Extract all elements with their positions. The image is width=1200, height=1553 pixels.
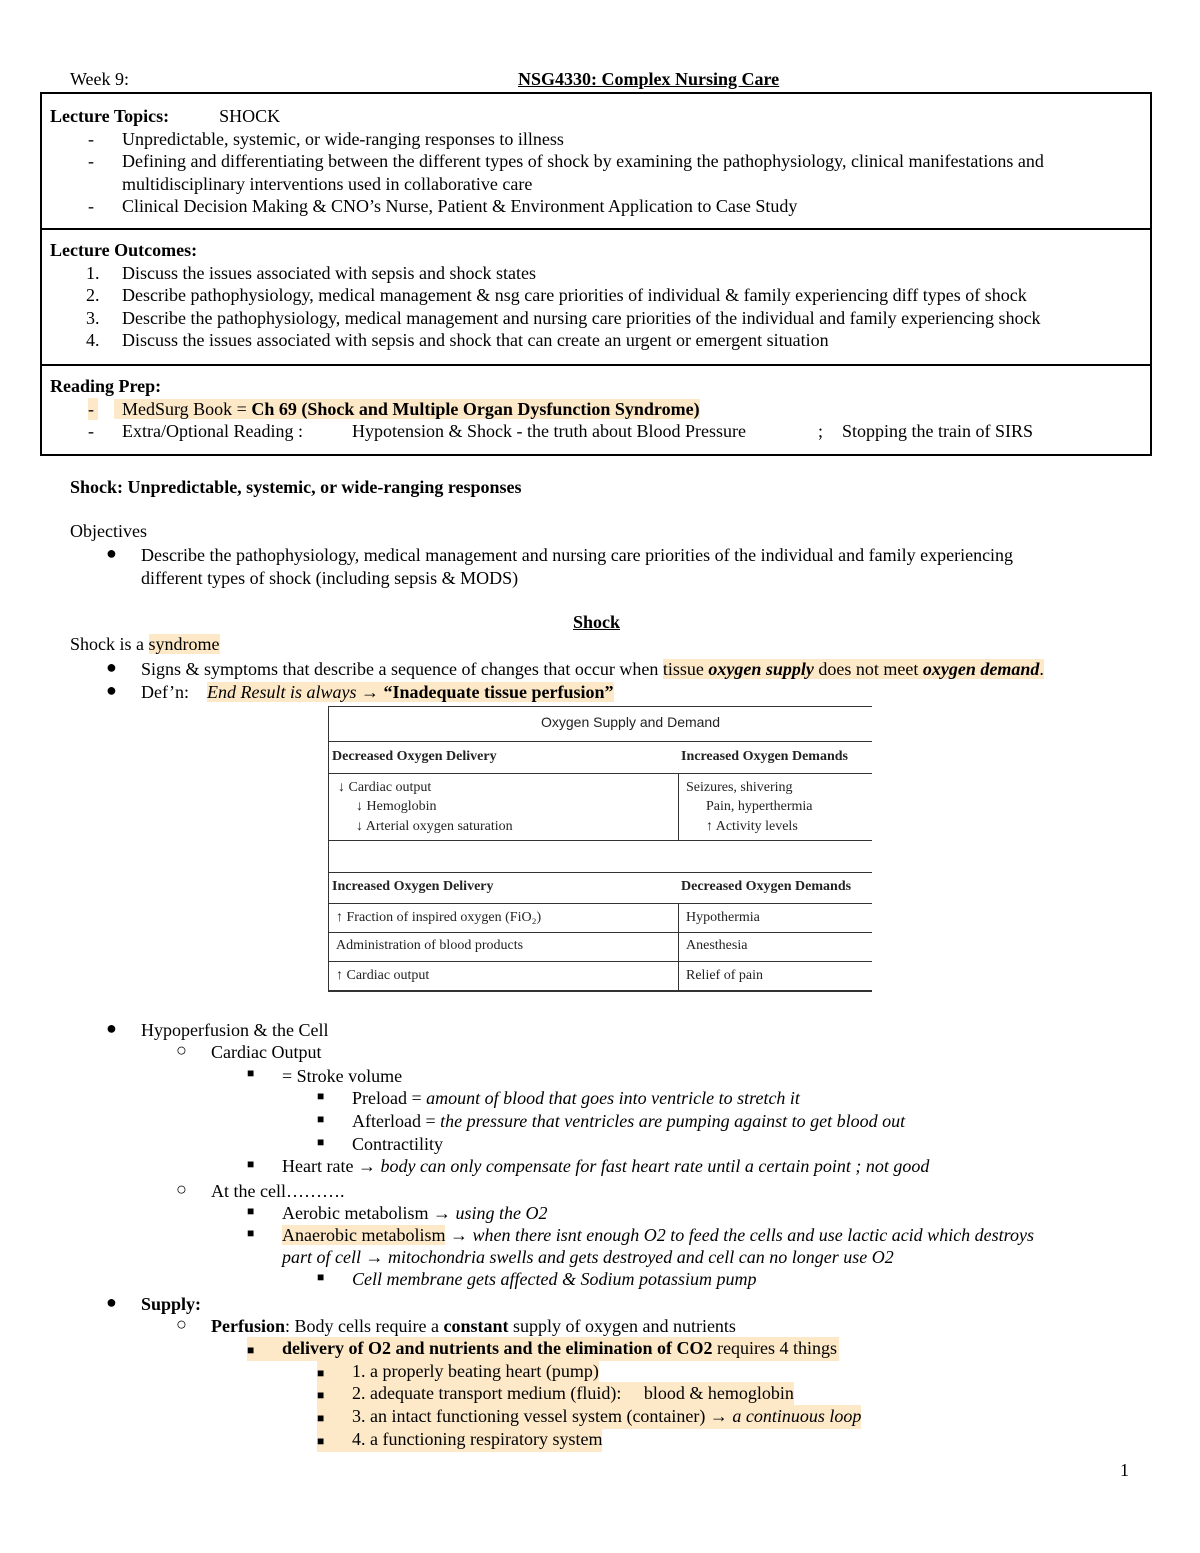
table-cell: Seizures, shivering — [686, 780, 793, 795]
bullet-dot: ● — [106, 1018, 117, 1038]
outcome-item: Describe the pathophysiology, medical management and nursing care priorities of the individual and family experiencing shock — [122, 307, 1041, 328]
defn-line — [141, 681, 614, 703]
supply-item: Supply: — [141, 1294, 202, 1314]
anaerobic-label: Anaerobic metabolism — [282, 1225, 446, 1245]
bullet-dot: ● — [106, 1292, 117, 1312]
objective-line-1: Describe the pathophysiology, medical management and nursing care priorities of the individual and family experiencing — [141, 545, 1014, 565]
requirement-item: ■ 1. a properly beating heart (pump) — [317, 1360, 599, 1384]
oxygen-supply-demand-table — [328, 706, 872, 992]
reading-book-prefix: MedSurg Book = — [122, 398, 252, 419]
anaerobic-item — [282, 1224, 1034, 1246]
shock-intro — [70, 633, 220, 655]
shock-intro-text: Shock is a — [70, 634, 149, 654]
cell-membrane-item: Cell membrane gets affected & Sodium potassium pump — [352, 1269, 757, 1289]
outcome-number: 3. — [86, 307, 100, 328]
bullet-square: ■ — [317, 1112, 325, 1126]
afterload-label: Afterload = — [352, 1111, 441, 1131]
bullet-dot: ● — [106, 543, 117, 563]
bullet-square: ■ — [317, 1089, 325, 1103]
table-cell: ↓ Arterial oxygen saturation — [356, 819, 513, 834]
heart-rate-item — [282, 1155, 929, 1177]
bullet-square: ■ — [317, 1135, 325, 1149]
stroke-volume-item: = Stroke volume — [282, 1066, 403, 1086]
requirement-2: 2. adequate transport medium (fluid): blood & hemoglobin — [352, 1383, 794, 1403]
requirement-1: 1. a properly beating heart (pump) — [352, 1361, 599, 1381]
bullet-square: ■ — [247, 1226, 255, 1240]
bullet-square: ■ — [247, 1066, 255, 1080]
requirement-3: 3. an intact functioning vessel system (container) → — [352, 1406, 733, 1426]
outcome-item: Describe pathophysiology, medical management & nsg care priorities of individual & family experiencing diff types of shock — [122, 285, 1027, 305]
table-cell: Pain, hyperthermia — [706, 799, 813, 814]
outcome-item: Discuss the issues associated with sepsis and shock states — [122, 262, 536, 283]
preload-desc: amount of blood that goes into ventricle to stretch it — [426, 1088, 800, 1108]
lecture-outcomes-box — [40, 228, 1152, 366]
perfusion-text-end: supply of oxygen and nutrients — [508, 1316, 736, 1336]
week-label: Week 9: — [70, 69, 130, 89]
section-heading: Shock: Unpredictable, systemic, or wide-ranging responses — [70, 477, 522, 497]
extra-reading-separator: ; — [818, 421, 824, 441]
table-header-decreased-demands: Decreased Oxygen Demands — [681, 879, 852, 894]
outcome-number: 2. — [86, 285, 100, 305]
table-cell: ↓ Cardiac output — [338, 780, 432, 795]
syndrome-highlight: syndrome — [148, 634, 220, 654]
outcome-number: 1. — [86, 262, 100, 283]
table-header-decreased-delivery: Decreased Oxygen Delivery — [332, 749, 497, 764]
topics-value: SHOCK — [219, 106, 281, 126]
preload-label: Preload = — [352, 1088, 427, 1108]
hypoperfusion-item: Hypoperfusion & the Cell — [141, 1020, 329, 1040]
heart-rate-label: Heart rate → — [282, 1156, 381, 1176]
outcome-number: 4. — [86, 330, 100, 350]
signs-oxygen-demand: oxygen demand — [922, 659, 1040, 679]
extra-reading-link-2[interactable]: Stopping the train of SIRS — [842, 421, 1034, 441]
aerobic-item — [282, 1202, 547, 1224]
signs-mid: does not meet — [813, 659, 923, 679]
reading-prep-box: Reading Prep: - MedSurg Book = Ch 69 (Shock and Multiple Organ Dysfunction Syndrome) - Extra/Optional Reading : Hypotension & Shock - the truth about Blood Pressure ; Stopping the train of SIRS — [40, 364, 1152, 456]
table-cell: ↑ Activity levels — [706, 819, 798, 834]
afterload-item — [352, 1110, 905, 1132]
bullet-circle: ○ — [176, 1040, 187, 1060]
anaerobic-desc: when there isnt enough O2 to feed the cells and use lactic acid which destroys — [472, 1225, 1035, 1245]
table-header-increased-demands: Increased Oxygen Demands — [681, 749, 848, 764]
extra-reading-link-1[interactable]: Hypotension & Shock - the truth about Blood Pressure — [352, 421, 746, 441]
contractility-item: Contractility — [352, 1134, 443, 1154]
topic-item-cont: multidisciplinary interventions used in collaborative care — [122, 173, 533, 194]
table-cell: Administration of blood products — [336, 938, 524, 953]
topic-item: Clinical Decision Making & CNO’s Nurse, Patient & Environment Application to Case Study — [122, 196, 798, 216]
objectives-label: Objectives — [70, 521, 147, 541]
preload-item — [352, 1087, 800, 1109]
shock-title: Shock — [573, 612, 621, 632]
bullet-circle: ○ — [176, 1179, 187, 1199]
delivery-item: ■ delivery of O2 and nutrients and the elimination of CO2 requires 4 things — [247, 1337, 839, 1361]
perfusion-constant: constant — [443, 1316, 509, 1336]
table-header-increased-delivery: Increased Oxygen Delivery — [332, 879, 494, 894]
course-title: NSG4330: Complex Nursing Care — [518, 69, 780, 89]
requirement-4: 4. a functioning respiratory system — [352, 1429, 603, 1449]
anaerobic-arrow: → — [445, 1225, 473, 1245]
requirement-item: ■ 2. adequate transport medium (fluid): blood & hemoglobin — [317, 1382, 794, 1406]
objective-line-2: different types of shock (including sepsis & MODS) — [141, 568, 519, 588]
requirement-item: ■ 3. an intact functioning vessel system (container) → a continuous loop — [317, 1405, 861, 1429]
bullet-circle: ○ — [176, 1314, 187, 1334]
outcome-item: Discuss the issues associated with sepsis and shock that can create an urgent or emergent situation — [122, 330, 829, 350]
anaerobic-desc-cont: part of cell → mitochondria swells and gets destroyed and cell can no longer use O2 — [282, 1247, 894, 1267]
extra-reading-label: Extra/Optional Reading : — [122, 421, 303, 441]
topics-label: Lecture Topics: — [50, 106, 170, 126]
bullet-square: ■ — [247, 1204, 255, 1218]
cardiac-output-item: Cardiac Output — [211, 1042, 322, 1062]
bullet-dot: ● — [106, 680, 117, 700]
perfusion-item — [211, 1315, 736, 1337]
delivery-text: requires 4 things — [712, 1338, 837, 1358]
reading-label: Reading Prep: — [50, 376, 162, 396]
table-cell: ↑ Fraction of inspired oxygen (FiO₂) — [336, 910, 542, 925]
requirement-3-italic: a continuous loop — [732, 1406, 862, 1426]
signs-oxygen-supply: oxygen supply — [708, 659, 814, 679]
signs-text: Signs & symptoms that describe a sequence of changes that occur when — [141, 659, 663, 679]
heart-rate-desc: body can only compensate for fast heart rate until a certain point ; not good — [380, 1156, 930, 1176]
aerobic-desc: using the O2 — [455, 1203, 548, 1223]
table-cell: Anesthesia — [686, 938, 748, 953]
bullet-square: ■ — [247, 1157, 255, 1171]
bullet-square: ■ — [317, 1270, 325, 1284]
table-title: Oxygen Supply and Demand — [541, 714, 720, 730]
signs-period: . — [1039, 659, 1044, 679]
delivery-bold: delivery of O2 and nutrients and the elimination of CO2 — [282, 1338, 713, 1358]
reading-book-chapter: Ch 69 (Shock and Multiple Organ Dysfunction Syndrome) — [251, 398, 700, 419]
afterload-desc: the pressure that ventricles are pumping against to get blood out — [440, 1111, 906, 1131]
requirement-item: ■ 4. a functioning respiratory system — [317, 1428, 602, 1452]
perfusion-text: : Body cells require a — [285, 1316, 444, 1336]
table-cell: ↓ Hemoglobin — [356, 799, 437, 814]
signs-line — [141, 658, 1044, 680]
topic-item: Unpredictable, systemic, or wide-ranging responses to illness — [122, 128, 564, 149]
defn-bold: “Inadequate tissue perfusion” — [378, 682, 614, 702]
bullet-dot: ● — [106, 657, 117, 677]
perfusion-label: Perfusion — [211, 1316, 285, 1336]
topic-item: Defining and differentiating between the different types of shock by examining the pathophysiology, clinical manifestations and — [122, 151, 1044, 171]
table-cell: Relief of pain — [686, 968, 763, 983]
at-the-cell-item: At the cell………. — [211, 1181, 345, 1201]
lecture-topics-box: Lecture Topics: SHOCK - Unpredictable, systemic, or wide-ranging responses to illness - Defining and differentiating between the different types of shock by examining the pathophysiology, clinical manifestations and multidisciplinary interventions used in collaborative care - Clinical Decision Making & CNO’s Nurse, Patient & Environment Application to Case Study — [40, 92, 1152, 230]
page-number: 1 — [1120, 1460, 1129, 1480]
defn-label: Def’n: — [141, 682, 189, 702]
defn-italic: End Result is always → — [206, 682, 379, 702]
table-cell: Hypothermia — [686, 910, 760, 925]
aerobic-label: Aerobic metabolism → — [282, 1203, 456, 1223]
outcomes-label: Lecture Outcomes: — [50, 240, 198, 260]
signs-tissue: tissue — [662, 659, 709, 679]
table-cell: ↑ Cardiac output — [336, 968, 430, 983]
